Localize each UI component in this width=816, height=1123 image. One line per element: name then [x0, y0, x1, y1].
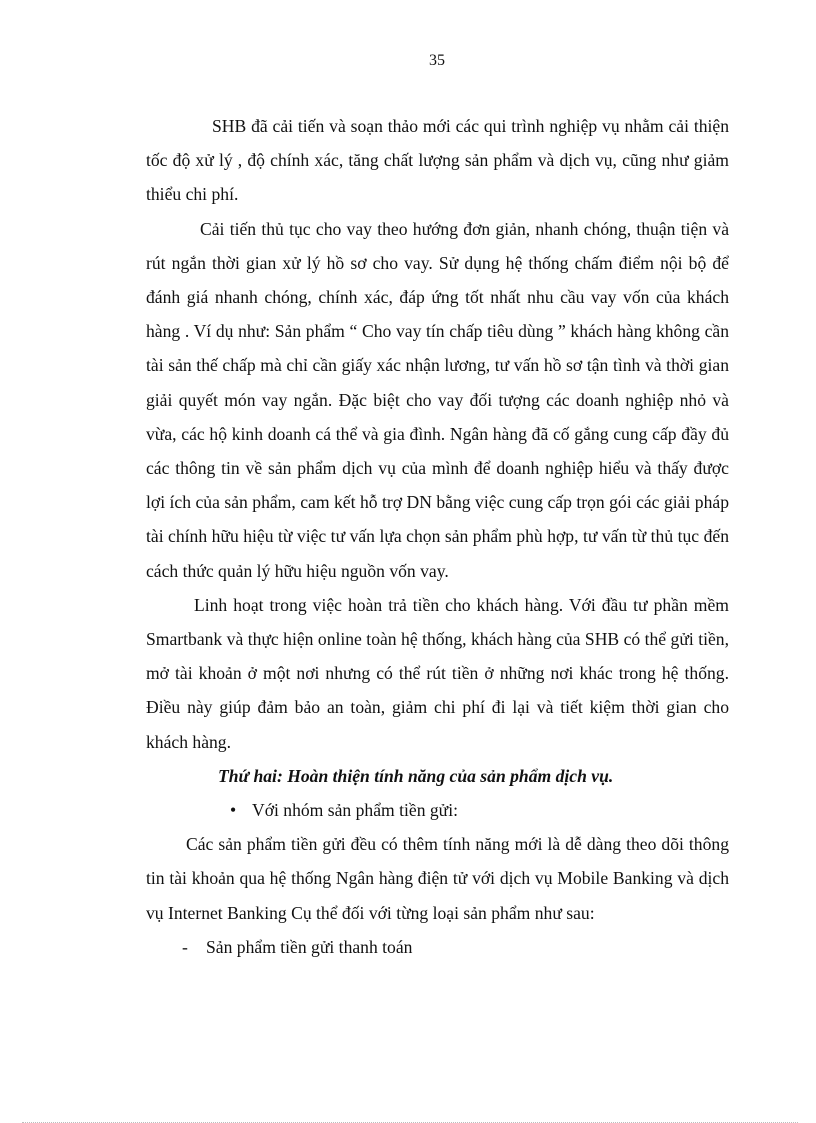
- paragraph-flexible-repayment: Linh hoạt trong việc hoàn trả tiền cho khách hàng. Với đầu tư phần mềm Smartbank và thực hiện online toàn hệ thống, khách hàng của SHB có thể gửi tiền, mở tài khoản ở một nơi nhưng có thể rút tiền ở những nơi khác trong hệ thống. Điều này giúp đảm bảo an toàn, giảm chi phí đi lại và tiết kiệm thời gian cho khách hàng.: [146, 594, 729, 752]
- paragraph-loan-procedure: Cải tiến thủ tục cho vay theo hướng đơn giản, nhanh chóng, thuận tiện và rút ngắn thời gian xử lý hồ sơ cho vay. Sử dụng hệ thống chấm điểm nội bộ để đánh giá nhanh chóng, chính xác, đáp ứng tốt nhất nhu cầu vay vốn của khách hàng . Ví dụ như: Sản phẩm “ Cho vay tín chấp tiêu dùng ” khách hàng không cần tài sản thế chấp mà chỉ cần giấy xác nhận lương, tư vấn hồ sơ tận tình và thời gian giải quyết món vay ngắn. Đặc biệt cho vay đối tượng các doanh nghiệp nhỏ và vừa, các hộ kinh doanh cá thể và gia đình. Ngân hàng đã cố gắng cung cấp đầy đủ các thông tin về sản phẩm dịch vụ của mình để doanh nghiệp hiểu và thấy được lợi ích của sản phẩm, cam kết hỗ trợ DN bằng việc cung cấp trọn gói các giải pháp tài chính hữu hiệu từ việc tư vấn lựa chọn sản phẩm phù hợp, tư vấn từ thủ tục đến cách thức quản lý hữu hiệu nguồn vốn vay.: [146, 218, 729, 581]
- dash-icon: -: [182, 936, 188, 957]
- paragraph-process-improvement: SHB đã cải tiến và soạn thảo mới các qui trình nghiệp vụ nhằm cải thiện tốc độ xử lý , độ chính xác, tăng chất lượng sản phẩm và dịch vụ, cũng như giảm thiểu chi phí.: [146, 116, 729, 205]
- bullet-text: Với nhóm sản phẩm tiền gửi:: [252, 800, 458, 821]
- dash-list-item: [146, 930, 729, 964]
- page-number: 35: [429, 52, 445, 69]
- dash-item-text: Sản phẩm tiền gửi thanh toán: [206, 936, 413, 957]
- document-body: [146, 109, 729, 964]
- section-heading: Thứ hai: Hoàn thiện tính năng của sản phẩm dịch vụ.: [218, 765, 614, 786]
- bullet-item: [146, 793, 729, 827]
- paragraph-deposit-features: Các sản phẩm tiền gửi đều có thêm tính năng mới là dễ dàng theo dõi thông tin tài khoản qua hệ thống Ngân hàng điện tử với dịch vụ Mobile Banking và dịch vụ Internet Banking Cụ thể đối với từng loại sản phẩm như sau:: [146, 834, 729, 923]
- bullet-icon: •: [230, 800, 237, 821]
